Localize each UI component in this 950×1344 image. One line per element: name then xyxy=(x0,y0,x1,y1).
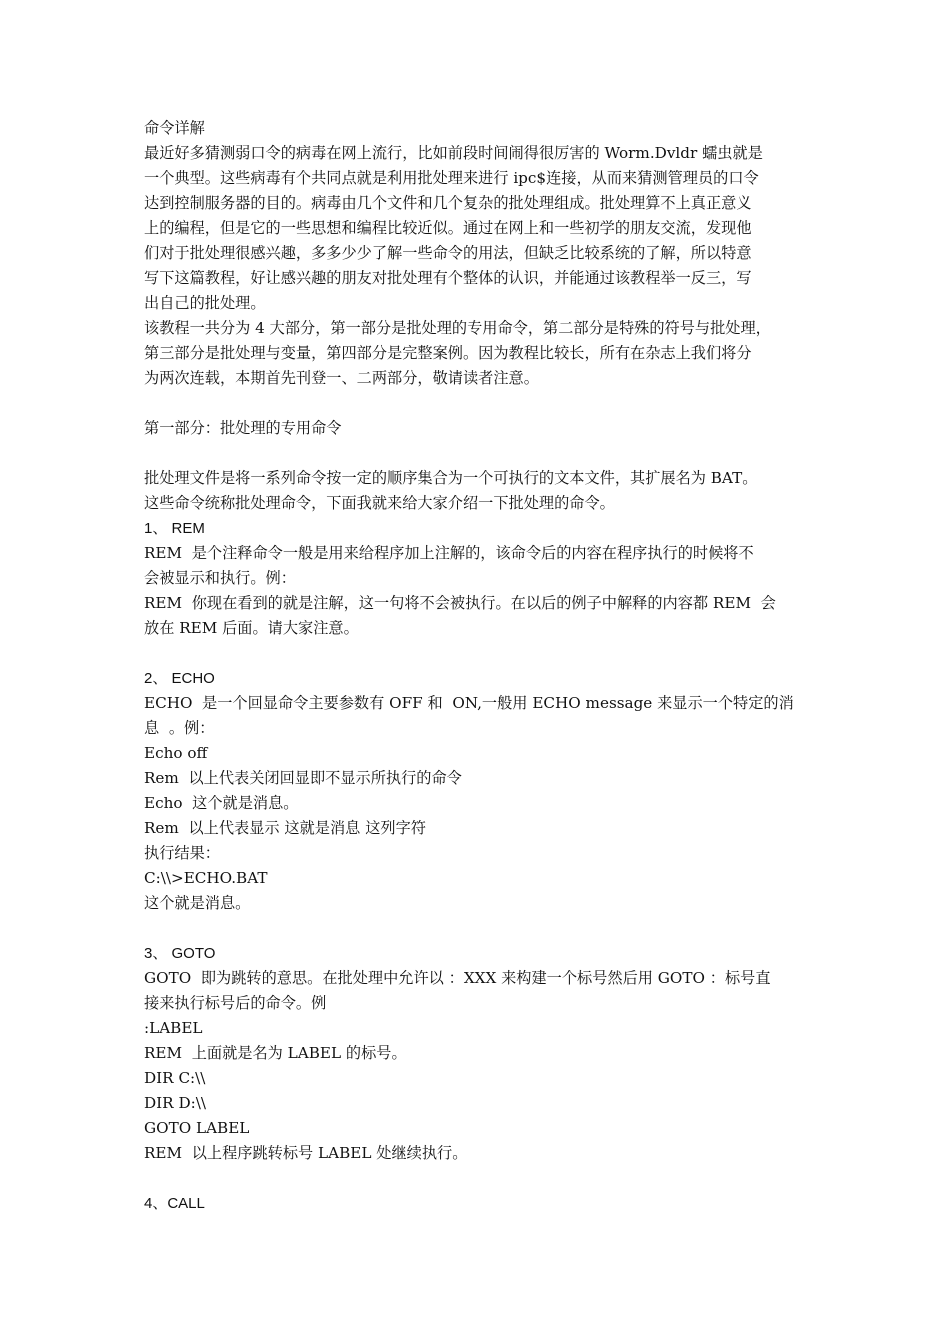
spacer xyxy=(144,1166,808,1191)
section-call xyxy=(144,1191,808,1216)
goto-code-line: REM 以上程序跳转标号 LABEL 处继续执行。 xyxy=(144,1144,468,1162)
overview-paragraph xyxy=(144,316,808,391)
document-page xyxy=(144,116,808,1216)
intro-paragraph xyxy=(144,141,808,316)
echo-code-line: Echo 这个就是消息。 xyxy=(144,794,299,812)
goto-desc-line: 接来执行标号后的命令。例 xyxy=(144,994,327,1012)
section-goto xyxy=(144,941,808,1166)
echo-desc-line: 息 。例： xyxy=(144,719,215,737)
echo-code-line: 执行结果： xyxy=(144,844,220,862)
intro-line: 写下这篇教程，好让感兴趣的朋友对批处理有个整体的认识，并能通过该教程举一反三，写 xyxy=(144,269,752,287)
section-heading-rem: 1、 REM xyxy=(144,520,205,537)
intro-line: 最近好多猜测弱口令的病毒在网上流行，比如前段时间闹得很厉害的 Worm.Dvldr 蠕虫就是 xyxy=(144,144,763,162)
echo-code-line: 这个就是消息。 xyxy=(144,894,251,912)
spacer xyxy=(144,641,808,666)
goto-code-line: DIR D:\\ xyxy=(144,1094,206,1112)
spacer xyxy=(144,391,808,416)
rem-desc-line: REM 是个注释命令一般是用来给程序加上注解的，该命令后的内容在程序执行的时候将不 xyxy=(144,544,754,562)
overview-line: 该教程一共分为 4 大部分，第一部分是批处理的专用命令，第二部分是特殊的符号与批处理， xyxy=(144,319,771,337)
echo-desc-line: ECHO 是一个回显命令主要参数有 OFF 和 ON,一般用 ECHO message 来显示一个特定的消 xyxy=(144,694,794,712)
part1-heading-text: 第一部分：批处理的专用命令 xyxy=(144,419,342,437)
section-heading-goto: 3、 GOTO xyxy=(144,945,216,962)
echo-code-line: Echo off xyxy=(144,744,208,762)
goto-code-line: REM 上面就是名为 LABEL 的标号。 xyxy=(144,1044,407,1062)
rem-desc-line: 会被显示和执行。例： xyxy=(144,569,296,587)
section-heading-echo: 2、 ECHO xyxy=(144,670,215,687)
rem-example-line: REM 你现在看到的就是注解，这一句将不会被执行。在以后的例子中解释的内容都 REM 会 xyxy=(144,594,776,612)
document-title xyxy=(144,116,808,141)
goto-desc-line: GOTO 即为跳转的意思。在批处理中允许以 ：XXX 来构建一个标号然后用 GOTO ：标号直 xyxy=(144,969,771,987)
spacer xyxy=(144,441,808,466)
overview-line: 为两次连载，本期首先刊登一、二两部分，敬请读者注意。 xyxy=(144,369,539,387)
title-text: 命令详解 xyxy=(144,119,205,137)
intro-line: 上的编程，但是它的一些思想和编程比较近似。通过在网上和一些初学的朋友交流，发现他 xyxy=(144,219,752,237)
echo-code-line: C:\\>ECHO.BAT xyxy=(144,869,268,887)
intro-line: 达到控制服务器的目的。病毒由几个文件和几个复杂的批处理组成。批处理算不上真正意义 xyxy=(144,194,752,212)
goto-code-line: :LABEL xyxy=(144,1019,203,1037)
overview-line: 第三部分是批处理与变量，第四部分是完整案例。因为教程比较长，所有在杂志上我们将分 xyxy=(144,344,752,362)
intro-line: 们对于批处理很感兴趣，多多少少了解一些命令的用法，但缺乏比较系统的了解，所以特意 xyxy=(144,244,752,262)
section-heading-call: 4、CALL xyxy=(144,1195,205,1212)
echo-code-line: Rem 以上代表关闭回显即不显示所执行的命令 xyxy=(144,769,462,787)
goto-code-line: DIR C:\\ xyxy=(144,1069,206,1087)
rem-example-line: 放在 REM 后面。请大家注意。 xyxy=(144,619,359,637)
echo-code-line: Rem 以上代表显示 这就是消息 这列字符 xyxy=(144,819,426,837)
section-echo xyxy=(144,666,808,916)
part1-intro-paragraph xyxy=(144,466,808,516)
spacer xyxy=(144,916,808,941)
part1-intro-line: 这些命令统称批处理命令，下面我就来给大家介绍一下批处理的命令。 xyxy=(144,494,615,512)
intro-line: 出自己的批处理。 xyxy=(144,294,266,312)
part1-heading xyxy=(144,416,808,441)
part1-intro-line: 批处理文件是将一系列命令按一定的顺序集合为一个可执行的文本文件，其扩展名为 BAT。 xyxy=(144,469,758,487)
section-rem xyxy=(144,516,808,641)
intro-line: 一个典型。这些病毒有个共同点就是利用批处理来进行 ipc$连接，从而来猜测管理员的口令 xyxy=(144,169,759,187)
goto-code-line: GOTO LABEL xyxy=(144,1119,250,1137)
